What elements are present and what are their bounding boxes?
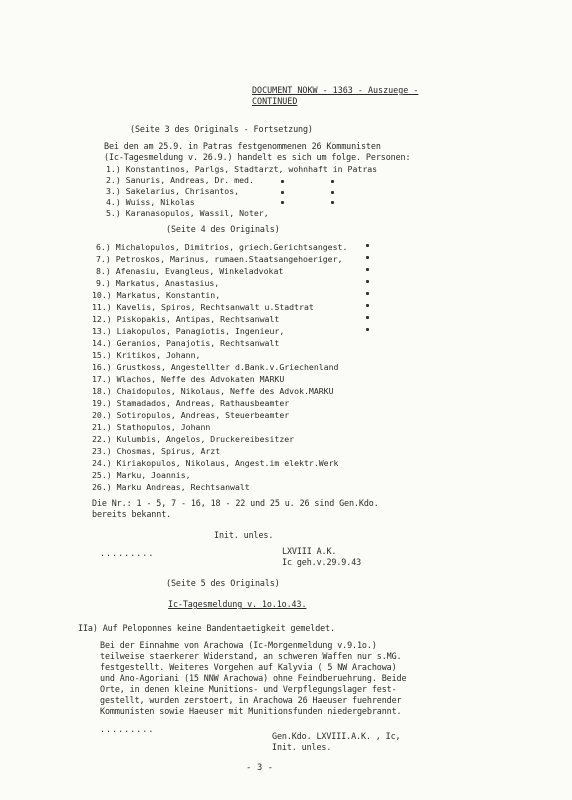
person-item-1: 1.) Konstantinos, Parlgs, Stadtarzt, wohnhaft in Patras	[106, 164, 378, 174]
person-item-8: 8.) Afenasiu, Evangleus, Winkeladvokat	[96, 266, 284, 276]
closing-line-2: bereits bekannt.	[92, 509, 172, 519]
section1-intro-line-2: (Ic-Tagesmeldung v. 26.9.) handelt es sich um folge. Personen:	[104, 152, 411, 162]
section1-heading: (Seite 3 des Originals - Fortsetzung)	[130, 124, 313, 134]
person-item-17: 17.) Wlachos, Neffe des Advokaten MARKU	[92, 374, 285, 384]
person-item-18: 18.) Chaidopulos, Nikolaus, Neffe des Advok.MARKU	[92, 386, 334, 396]
ditto-mark	[366, 244, 369, 247]
person-item-21: 21.) Stathopulos, Johann	[92, 422, 211, 432]
ditto-mark	[281, 180, 284, 183]
person-item-22: 22.) Kulumbis, Angelos, Druckereibesitzer	[92, 434, 295, 444]
paragraph-iia: IIa) Auf Peloponnes keine Bandentaetigkeit gemeldet.	[78, 623, 335, 633]
ditto-mark	[366, 280, 369, 283]
paragraph-line-3: festgestellt. Weiteres Vorgehen auf Kalyvia ( 5 NW Arachowa)	[100, 662, 397, 672]
ditto-mark	[366, 316, 369, 319]
paragraph-line-5: Orte, in denen kleine Munitions- und Verpflegungslager fest-	[100, 684, 397, 694]
section3-dots: .........	[100, 724, 155, 734]
person-item-24: 24.) Kiriakopulos, Nikolaus, Angest.im elektr.Werk	[92, 458, 339, 468]
section2-heading: (Seite 4 des Originals)	[166, 224, 280, 234]
ditto-mark	[281, 191, 284, 194]
person-item-2: 2.) Sanuris, Andreas, Dr. med.	[106, 175, 254, 185]
ditto-mark	[366, 328, 369, 331]
section1-intro-line-1: Bei den am 25.9. in Patras festgenommenen 26 Kommunisten	[104, 141, 381, 151]
ditto-mark	[366, 304, 369, 307]
header-line-1: DOCUMENT NOKW - 1363 - Auszuege -	[252, 85, 419, 95]
person-item-13: 13.) Liakopulos, Panagiotis, Ingenieur,	[92, 326, 285, 336]
section2-sign-line-1: LXVIII A.K.	[282, 546, 337, 556]
ditto-mark	[331, 191, 334, 194]
person-item-10: 10.) Markatus, Konstantin,	[92, 290, 221, 300]
section3-subheading: Ic-Tagesmeldung v. 1o.1o.43.	[168, 599, 307, 609]
paragraph-line-6: gestellt, wurden zerstoert, in Arachowa 26 Haeuser fuehrender	[100, 695, 402, 705]
closing-line-1: Die Nr.: 1 - 5, 7 - 16, 18 - 22 und 25 u. 26 sind Gen.Kdo.	[92, 498, 379, 508]
section2-init: Init. unles.	[214, 530, 274, 540]
person-item-5: 5.) Karanasopulos, Wassil, Noter,	[106, 208, 269, 218]
person-item-16: 16.) Grustkoss, Angestellter d.Bank.v.Griechenland	[92, 362, 339, 372]
person-item-15: 15.) Kritikos, Johann,	[92, 350, 201, 360]
ditto-mark	[366, 256, 369, 259]
ditto-mark	[331, 201, 334, 204]
paragraph-line-4: und Ano-Agoriani (15 NNW Arachowa) ohne Feindberuehrung. Beide	[100, 673, 407, 683]
section3-sign-line-1: Gen.Kdo. LXVIII.A.K. , Ic,	[272, 731, 401, 741]
person-item-11: 11.) Kavelis, Spiros, Rechtsanwalt u.Stadtrat	[92, 302, 314, 312]
section3-heading: (Seite 5 des Originals)	[166, 578, 280, 588]
section2-sign-line-2: Ic geh.v.29.9.43	[282, 557, 362, 567]
section2-dots: .........	[100, 548, 155, 558]
ditto-mark	[366, 292, 369, 295]
person-item-20: 20.) Sotiropulos, Andreas, Steuerbeamter	[92, 410, 290, 420]
person-item-3: 3.) Sakelarius, Chrisantos,	[106, 186, 240, 196]
document-header	[252, 85, 418, 107]
person-item-7: 7.) Petroskos, Marinus, rumaen.Staatsangehoeriger,	[96, 254, 343, 264]
person-item-4: 4.) Wuiss, Nikolas	[106, 197, 195, 207]
ditto-mark	[366, 268, 369, 271]
ditto-mark	[281, 201, 284, 204]
paragraph-line-7: Kommunisten sowie Haeuser mit Munitionsfunden niedergebrannt.	[100, 706, 402, 716]
person-item-9: 9.) Markatus, Anastasius,	[96, 278, 220, 288]
person-item-26: 26.) Marku Andreas, Rechtsanwalt	[92, 482, 250, 492]
section3-sign-line-2: Init. unles.	[272, 742, 332, 752]
ditto-mark	[331, 180, 334, 183]
paragraph-line-2: teilweise staerkerer Widerstand, an schweren Waffen nur s.MG.	[100, 651, 402, 661]
header-line-2: CONTINUED	[252, 96, 298, 106]
person-item-12: 12.) Piskopakis, Antipas, Rechtsanwalt	[92, 314, 280, 324]
person-item-19: 19.) Stamadados, Andreas, Rathausbeamter	[92, 398, 290, 408]
person-item-14: 14.) Geranios, Panajotis, Rechtsanwalt	[92, 338, 280, 348]
person-item-25: 25.) Marku, Joannis,	[92, 470, 191, 480]
paragraph-line-1: Bei der Einnahme von Arachowa (Ic-Morgenmeldung v.9.1o.)	[100, 640, 377, 650]
page-number: - 3 -	[246, 763, 274, 773]
person-item-6: 6.) Michalopulos, Dimitrios, griech.Gerichtsangest.	[96, 242, 348, 252]
person-item-23: 23.) Chosmas, Spirus, Arzt	[92, 446, 221, 456]
